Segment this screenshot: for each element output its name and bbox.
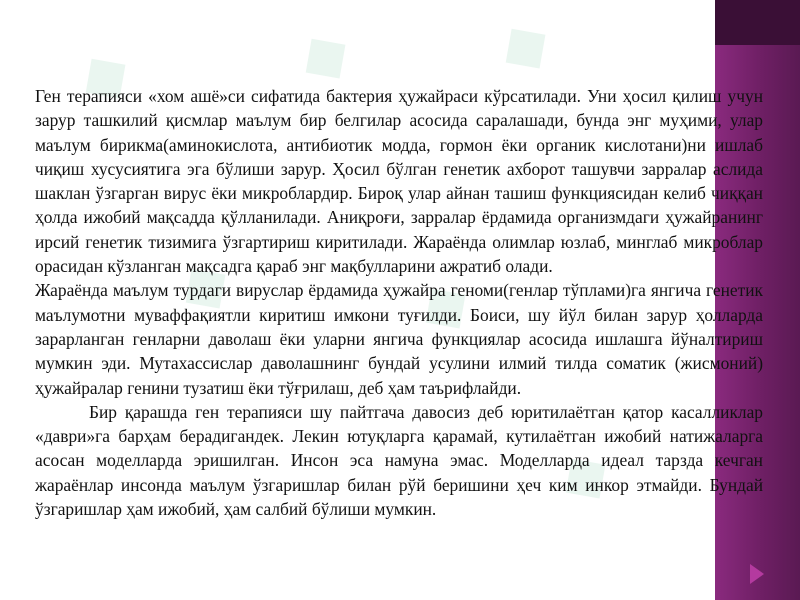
watermark-mark: ◆	[284, 13, 361, 96]
document-body	[35, 84, 763, 521]
paragraph-2: Жараёнда маълум турдаги вируслар ёрдамида ҳужайра геноми(генлар тўплами)га янгича генетик маълумотни муваффақиятли киритиш имкони туғилди. Боиси, шу йўл билан зарур ҳолларда зарарланган генларни даволаш ёки уларни янгича функциялар асосида ишлашга йўналтириш мумкин эди. Мутахассислар даволашнинг бундай усулини илмий тилда соматик (жисмоний) ҳужайралар генини тузатиш ёки тўғрилаш, деб ҳам таърифлайди.	[35, 280, 763, 398]
watermark-mark: ◆	[544, 433, 621, 516]
paragraph-3: Бир қарашда ген терапияси шу пайтгача давосиз деб юритилаётган қатор касалликлар «даври»га барҳам берадигандек. Лекин ютуқларга қарамай, кутилаётган ижобий натижаларга асосан моделларда эришилган. Инсон эса намуна эмас. Моделларда идеал тарзда кечган жараёнлар инсонда маълум ўзгаришлар билан рўй беришини ҳеч ким инкор этмайди. Бундай ўзгаришлар ҳам ижобий, ҳам салбий бўлиши мумкин.	[35, 401, 763, 520]
watermark-mark: ◆	[404, 263, 481, 346]
paragraph-1: Ген терапияси «хом ашё»си сифатида бактерия ҳужайраси кўрсатилади. Уни ҳосил қилиш учун зарур ташкилий қисмлар маълум бир белгилар асосида саралашади, бунда энг муҳими, улар маълум бирикма(аминокислота, антибиотик модда, гормон ёки органик кислотани)ни ишлаб чиқиш хусусиятига эга бўлиши зарур. Ҳосил бўлган генетик ахборот ташувчи зарралар аслида шаклан ўзгарган вирус ёки микроблардир. Бироқ улар айнан ташиш функциясидан келиб чиққан ҳолда ижобий мақсадда қўлланилади. Аниқроғи, зарралар ёрдамида организмдаги ҳужайранинг ирсий генетик тизимига ўзгартириш киритилади. Жараёнда олимлар юзлаб, минглаб микроблар орасидан кўзланган мақсадга қараб энг мақбулларини ажратиб олади.	[35, 86, 763, 277]
arrow-icon	[750, 564, 764, 584]
decorative-sidebar-top	[715, 0, 800, 45]
watermark-mark: ◆	[64, 33, 141, 116]
watermark-mark: ◆	[164, 243, 241, 326]
watermark-mark: ◆	[484, 3, 561, 86]
